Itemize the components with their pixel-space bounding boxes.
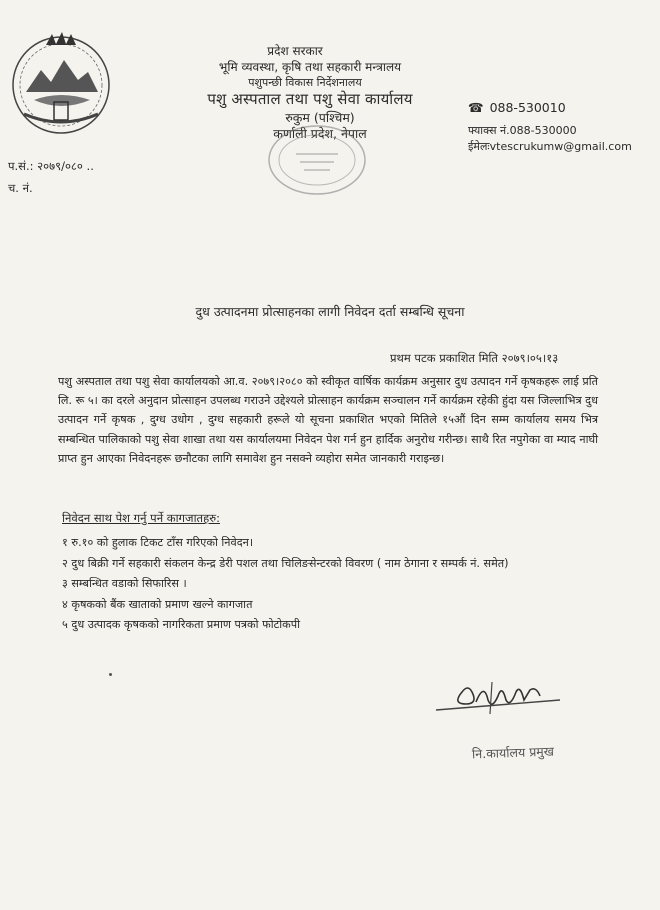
handwritten-signature-icon	[432, 674, 572, 726]
government-name: प्रदेश सरकार	[267, 44, 323, 58]
letter-number: प.सं.: २०७९/०८० ..	[8, 159, 94, 173]
document-item: ५ दुध उत्पादक कृषकको नागरिकता प्रमाण पत्रको फोटोकपी	[62, 618, 300, 632]
document-item: ४ कृषकको बैंक खाताको प्रमाण खल्ने कागजात	[62, 597, 253, 611]
office-name: पशु अस्पताल तथा पशु सेवा कार्यालय	[207, 90, 413, 109]
phone-number: 088-530010	[489, 100, 566, 115]
document-item: १ रु.१० को हुलाक टिकट टाँस गरिएको निवेदन।	[62, 536, 254, 549]
fax-number: फ्याक्स नं.088-530000	[468, 124, 577, 137]
office-stamp-icon	[262, 120, 372, 200]
email-address: ईमेलःvtescrukumw@gmail.com	[468, 139, 632, 153]
document-item: २ दुध बिक्री गर्ने सहकारी संकलन केन्द्र डेरी पशल तथा चिलिङसेन्टरको विवरण ( नाम ठेगाना र सम्पर्क नं. समेत)	[62, 556, 509, 570]
nepal-government-emblem-icon	[6, 30, 116, 140]
ministry-name: भूमि व्यवस्था, कृषि तथा सहकारी मन्त्रालय	[218, 59, 402, 74]
published-date: प्रथम पटक प्रकाशित मिति २०७९।०५।१३	[390, 351, 559, 365]
office-province: कर्णाली प्रदेश, नेपाल	[273, 126, 367, 142]
documents-list	[62, 533, 602, 636]
ink-speck	[109, 673, 112, 676]
directorate-name: पशुपन्छी विकास निर्देशनालय	[248, 75, 362, 89]
notice-subject: दुध उत्पादनमा प्रोत्साहनका लागी निवेदन दर्ता सम्बन्धि सूचना	[195, 304, 465, 319]
office-address: रुकुम (पश्चिम)	[285, 109, 355, 125]
notice-body: पशु अस्पताल तथा पशु सेवा कार्यालयको आ.व. २०७९।२०८० को स्वीकृत वार्षिक कार्यक्रम अनुसार दुध उत्पादन गर्ने कृषकहरू लाई प्रति लि. रू ५। का दरले अनुदान प्रोत्साहन उपलब्ध गराउने उद्देश्यले प्रोत्साहन कार्यक्रम सञ्चालन गर्ने कार्यक्रम रहेकी हुंदा यस जिल्लाभित्र दुध उत्पादन गर्ने कृषक , दुग्ध उधोग , दुग्ध सहकारी हरूले यो सूचना प्रकाशित भएको मितिले १५औं दिन सम्म कार्यालय समय भित्र सम्बन्धित पालिकाको पशु सेवा शाखा तथा यस कार्यालयमा निवेदन पेश गर्न हुन हार्दिक अनुरोध गरीन्छ। साथै रित नपुगेका वा म्याद नाघी प्राप्त हुन आएका निवेदनहरू छनौटका लागि समावेश हुन नसक्ने व्यहोरा समेत जानकारी गराइन्छ।	[58, 375, 599, 465]
document-item: ३ सम्बन्धित वडाको सिफारिस ।	[62, 577, 187, 591]
dispatch-number: च. नं.	[8, 180, 33, 195]
documents-heading: निवेदन साथ पेश गर्नु पर्ने कागजातहरु:	[62, 511, 220, 525]
reference-block	[8, 156, 94, 200]
phone-row	[468, 100, 632, 115]
phone-icon: ☎	[468, 100, 484, 115]
signatory-title: नि.कार्यालय प्रमुख	[471, 743, 555, 762]
contact-block	[468, 100, 632, 155]
